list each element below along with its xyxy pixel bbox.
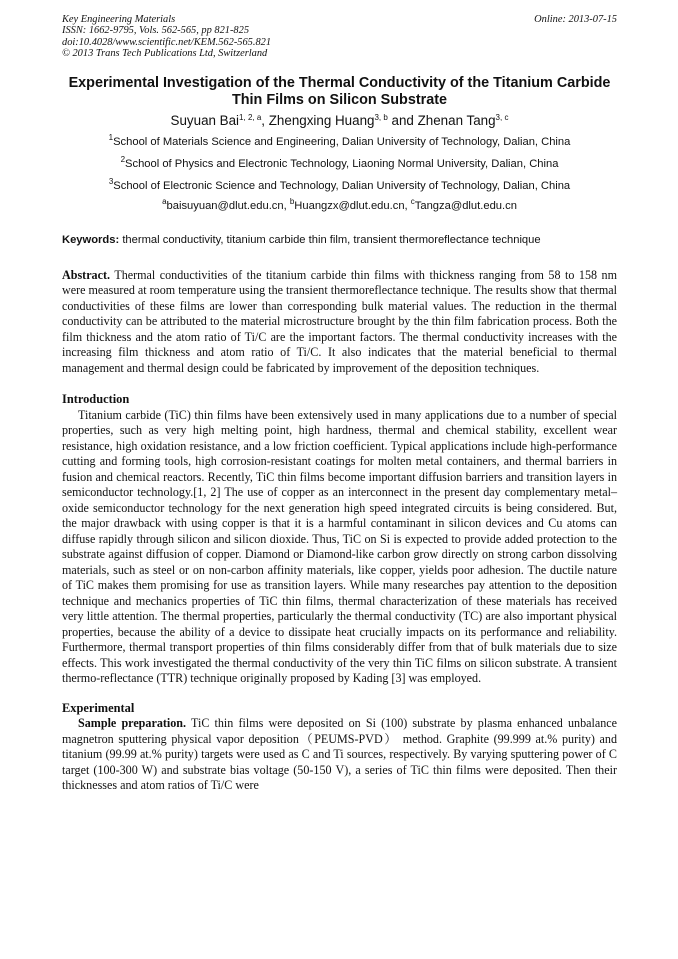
keywords-label: Keywords: <box>62 233 120 246</box>
author-conjunction: and <box>387 112 418 128</box>
author-name: Suyuan Bai <box>170 112 240 128</box>
affiliation-text: School of Materials Science and Engineering, Dalian University of Technology, Dalian, China <box>113 135 571 148</box>
keywords-text: thermal conductivity, titanium carbide thin film, transient thermoreflectance technique <box>122 233 541 246</box>
online-date: Online: 2013-07-15 <box>534 14 617 25</box>
journal-header <box>62 14 617 60</box>
introduction-heading: Introduction <box>62 392 130 407</box>
keywords <box>62 233 617 247</box>
email-address[interactable]: Huangzx@dlut.edu.cn <box>294 199 405 212</box>
affiliation-number: 1 <box>108 132 114 142</box>
journal-name: Key Engineering Materials <box>62 14 176 25</box>
paper-page <box>62 14 617 794</box>
email-key: c <box>410 196 415 206</box>
doi-line: doi:10.4028/www.scientific.net/KEM.562-565.821 <box>62 36 272 48</box>
affiliation <box>62 154 617 171</box>
paper-title: Experimental Investigation of the Thermal Conductivity of the Titanium Carbide Thin Films on Silicon Substrate <box>68 74 611 109</box>
issn-line: ISSN: 1662-9795, Vols. 562-565, pp 821-825 <box>62 25 250 37</box>
affiliation-text: School of Physics and Electronic Technology, Liaoning Normal University, Dalian, China <box>125 157 559 170</box>
affiliation-text: School of Electronic Science and Technology, Dalian University of Technology, Dalian, China <box>113 179 571 192</box>
copyright-line: © 2013 Trans Tech Publications Ltd, Switzerland <box>62 48 268 60</box>
affiliation <box>62 132 617 149</box>
experimental-text: TiC thin films were deposited on Si (100) substrate by plasma enhanced unbalance magnetron sputtering physical vapor deposition（PEUMS-PVD） method. Graphite (99.999 at.% purity) and titanium (99.99 at.% purity) targets were used as C and Ti sources, respectively. By varying sputtering power of C target (100-300 W) and substrate bias voltage (50-150 V), a series of TiC thin films were deposited. Then their thicknesses and atom ratios of Ti/C were <box>62 716 617 793</box>
email-key: a <box>162 196 167 206</box>
experimental-heading: Experimental <box>62 700 135 715</box>
author-name: Zhengxing Huang <box>268 112 375 128</box>
abstract-label: Abstract. <box>62 267 111 282</box>
introduction-paragraph: Titanium carbide (TiC) thin films have been extensively used in many applications due to a number of special properties, such as very high melting point, high hardness, thermal and chemical stability, excellent wear resistance, high oxidation resistance, and a low friction coefficient. Typical applications include high-performance cutting and forming tools, high corrosion-resistant coatings for molten metal containers, and thermal barriers in fusion and chemical reactors. Recently, TiC thin films become important diffusion barriers and transition layers in semiconductor technology.[1, 2] The use of copper as an interconnect in the present day complementary metal–oxide semiconductor technology for the next generation high speed integrated circuits is being considered. But, the major drawback with using copper is that it is a harmful contaminant in silicon devices and Cu atoms can diffuse rapidly through silicon and silicon dioxide. Thus, TiC on Si is expected to provide added protection to the substrate against diffusion of copper. Diamond or Diamond-like carbon grow directly on strong carbon dissolving materials, such as steel or on non-carbon affinity materials, like copper, yields poor adhesion. The ductile nature of TiC makes them promising for use as transition layers. While many researches pay attention to the deposition technique and mechanics properties of TiC thin films, thermal characterization of these materials has received very little attention. The thermal properties, particularly the thermal conductivity (TC) are also important physical properties, because the ability of a device to dissipate heat crucially impacts on its performance and reliability. Furthermore, thermal transport properties of thin films considerably differ from that of bulk materials due to size effects. This work investigated the thermal conductivity of the very thin TiC films on silicon substrate. A transient thermo-reflectance (TTR) technique originally proposed by Kading [3] was employed. <box>62 407 617 686</box>
author-list <box>62 112 617 130</box>
email-address[interactable]: baisuyuan@dlut.edu.cn <box>166 199 284 212</box>
affiliation-number: 2 <box>120 154 126 164</box>
author-emails: $^a$baisuyuan@dlut.edu.cn, $^b$Huangzx@dlut.edu.cn, $^c$Tangza@dlut.edu.cn <box>162 196 517 212</box>
email-address[interactable]: Tangza@dlut.edu.cn <box>414 199 517 212</box>
author-name: Zhenan Tang <box>417 112 496 128</box>
abstract-text: Thermal conductivities of the titanium carbide thin films with thickness ranging from 58 to 158 nm were measured at room temperature using the transient thermoreflectance technique. The results show that thermal conductivities of these films are lower than corresponding bulk material values. The reduction in the thermal conductivity can be attributed to the material microstructure brought by the thin film fabrication process. Both the film thickness and the atom ratio of Ti/C are the important factors. The thermal conductivity increases with the increasing film thickness and atom ratio of Ti/C. It also indicates that the material beneficial to thermal management and thermal design could be fabricated by improvement of the deposition techniques. <box>62 267 617 375</box>
author-affiliation-mark: 3, c <box>495 112 509 122</box>
affiliation-number: 3 <box>108 176 114 186</box>
author-affiliation-mark: 3, b <box>374 112 388 122</box>
author-affiliation-mark: 1, 2, a <box>239 112 262 122</box>
affiliation <box>62 176 617 193</box>
author-separator: , <box>261 112 269 128</box>
sample-preparation-subheading: Sample preparation. <box>78 716 187 731</box>
email-key: b <box>289 196 295 206</box>
abstract <box>62 268 617 377</box>
experimental-paragraph <box>62 716 617 794</box>
